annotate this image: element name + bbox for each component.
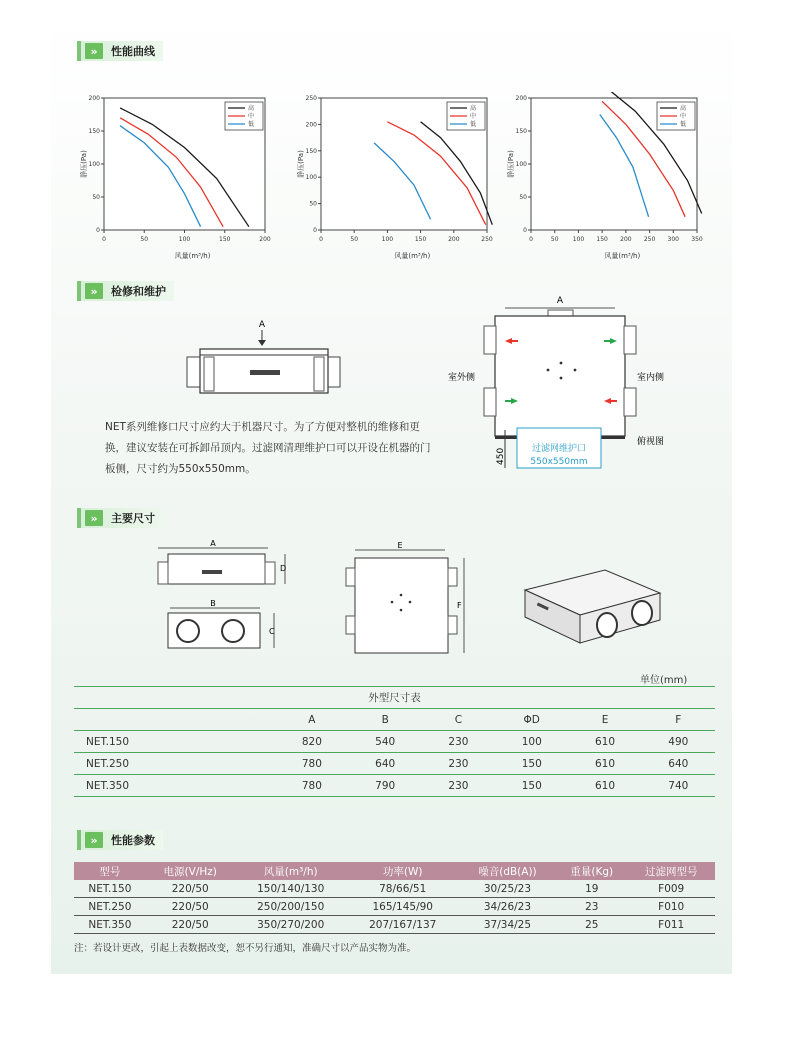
y-tick-label: 200 bbox=[515, 95, 527, 102]
x-tick-label: 100 bbox=[572, 236, 585, 243]
y-tick-label: 100 bbox=[305, 174, 317, 182]
table-cell: 230 bbox=[422, 775, 495, 797]
y-tick-label: 250 bbox=[305, 95, 317, 102]
table-cell: 34/26/23 bbox=[459, 898, 556, 916]
section-title: 性能曲线 bbox=[111, 45, 155, 58]
table-header-cell: 风量(m³/h) bbox=[235, 862, 347, 880]
footnote: 注：若设计更改，引起上表数据改变，恕不另行通知，准确尺寸以产品实物为准。 bbox=[74, 943, 417, 954]
y-tick-label: 50 bbox=[309, 200, 317, 208]
double-chevron-icon: » bbox=[85, 283, 103, 299]
unit-front-view bbox=[180, 315, 350, 400]
table-row bbox=[74, 731, 715, 753]
table-cell: 790 bbox=[349, 775, 422, 797]
table-header-cell: A bbox=[275, 709, 348, 731]
filter-port-label: 过滤网维护口 bbox=[531, 444, 587, 454]
y-tick-label: 0 bbox=[313, 227, 317, 234]
table-header-cell: 功率(W) bbox=[347, 862, 459, 880]
dim-450-label: 450 bbox=[496, 447, 506, 465]
y-tick-label: 150 bbox=[305, 147, 317, 155]
section-title: 检修和维护 bbox=[111, 285, 166, 298]
table-cell: 250/200/150 bbox=[235, 898, 347, 916]
x-axis-label: 风量(m³/h) bbox=[174, 252, 211, 260]
y-tick-label: 50 bbox=[92, 194, 100, 201]
x-tick-label: 250 bbox=[643, 236, 656, 243]
section-title: 性能参数 bbox=[111, 834, 155, 847]
y-tick-label: 200 bbox=[305, 121, 317, 129]
table-cell: 150/140/130 bbox=[235, 880, 347, 898]
dim-a-label: A bbox=[210, 539, 216, 548]
table-cell: 30/25/23 bbox=[459, 880, 556, 898]
table-cell: 37/34/25 bbox=[459, 916, 556, 934]
y-tick-label: 0 bbox=[523, 227, 527, 234]
table-cell: NET.150 bbox=[74, 731, 275, 753]
table-cell: 230 bbox=[422, 753, 495, 775]
double-chevron-icon: » bbox=[85, 832, 103, 848]
legend-label: 低 bbox=[680, 121, 687, 128]
label-a: A bbox=[556, 296, 564, 306]
x-tick-label: 150 bbox=[219, 236, 231, 243]
table-header-cell: 过滤网型号 bbox=[627, 862, 715, 880]
table-cell: 640 bbox=[349, 753, 422, 775]
table-cell: 610 bbox=[568, 775, 641, 797]
performance-table bbox=[74, 862, 715, 934]
table-cell: 540 bbox=[349, 731, 422, 753]
x-axis-label: 风量(m³/h) bbox=[604, 252, 641, 260]
filter-size-label: 550x550mm bbox=[530, 457, 588, 467]
table-cell: 780 bbox=[275, 753, 348, 775]
table-cell: 230 bbox=[422, 731, 495, 753]
table-cell: 25 bbox=[556, 916, 627, 934]
section-tag-params bbox=[77, 830, 163, 850]
table-cell: 820 bbox=[275, 731, 348, 753]
y-tick-label: 200 bbox=[88, 95, 100, 102]
double-chevron-icon: » bbox=[85, 43, 103, 59]
table-header-cell: 噪音(dB(A)) bbox=[459, 862, 556, 880]
label-a: A bbox=[258, 320, 266, 330]
x-tick-label: 0 bbox=[102, 236, 106, 243]
performance-chart-net250 bbox=[295, 92, 495, 262]
table-cell: 220/50 bbox=[146, 898, 235, 916]
performance-chart-net350 bbox=[505, 92, 705, 262]
table-cell: 640 bbox=[642, 753, 715, 775]
dimension-front-view bbox=[150, 538, 295, 658]
dim-b-label: B bbox=[210, 599, 216, 608]
table-cell: F009 bbox=[627, 880, 715, 898]
table-cell: 165/145/90 bbox=[347, 898, 459, 916]
table-cell: 610 bbox=[568, 731, 641, 753]
dimension-top-view bbox=[340, 540, 470, 665]
table-row bbox=[74, 753, 715, 775]
table-row bbox=[74, 916, 715, 934]
table-cell: 207/167/137 bbox=[347, 916, 459, 934]
y-tick-label: 100 bbox=[88, 161, 100, 168]
x-tick-label: 0 bbox=[319, 236, 323, 243]
x-tick-label: 100 bbox=[178, 236, 191, 243]
double-chevron-icon: » bbox=[85, 510, 103, 526]
legend-label: 中 bbox=[470, 113, 477, 120]
x-tick-label: 0 bbox=[529, 236, 533, 243]
y-tick-label: 150 bbox=[515, 128, 527, 135]
y-tick-label: 50 bbox=[519, 194, 527, 201]
table-header-cell bbox=[74, 709, 275, 731]
table-cell: 19 bbox=[556, 880, 627, 898]
indoor-label: 室内侧 bbox=[637, 373, 665, 383]
section-title: 主要尺寸 bbox=[111, 512, 155, 525]
y-axis-label: 静压(Pa) bbox=[80, 150, 88, 178]
top-view-label: 俯视图 bbox=[637, 437, 665, 447]
table-cell: 100 bbox=[495, 731, 568, 753]
table-header-cell: 型号 bbox=[74, 862, 146, 880]
x-tick-label: 150 bbox=[414, 236, 427, 243]
table-cell: 150 bbox=[495, 753, 568, 775]
table-cell: NET.350 bbox=[74, 916, 146, 934]
table-cell: 220/50 bbox=[146, 880, 235, 898]
x-tick-label: 150 bbox=[596, 236, 608, 243]
x-tick-label: 100 bbox=[381, 236, 394, 243]
section-tag-curves bbox=[77, 41, 163, 61]
table-cell: 490 bbox=[642, 731, 715, 753]
x-tick-label: 250 bbox=[481, 236, 493, 243]
table-row bbox=[74, 880, 715, 898]
table-cell: 350/270/200 bbox=[235, 916, 347, 934]
x-tick-label: 50 bbox=[550, 236, 559, 243]
section-tag-dimensions bbox=[77, 508, 163, 528]
table-row bbox=[74, 898, 715, 916]
table-header-cell: ΦD bbox=[495, 709, 568, 731]
table-header-cell: E bbox=[568, 709, 641, 731]
table-cell: NET.150 bbox=[74, 880, 146, 898]
table-cell: 610 bbox=[568, 753, 641, 775]
x-tick-label: 200 bbox=[620, 236, 632, 243]
section-tag-maintenance bbox=[77, 281, 174, 301]
table-header-cell: B bbox=[349, 709, 422, 731]
dim-c-label: C bbox=[269, 627, 275, 636]
table-cell: 740 bbox=[642, 775, 715, 797]
table-cell: F011 bbox=[627, 916, 715, 934]
table-cell: 23 bbox=[556, 898, 627, 916]
maintenance-paragraph: NET系列维修口尺寸应约大于机器尺寸。为了方便对整机的维修和更换，建议安装在可拆卸吊顶内。过滤网清理维护口可以开设在机器的门板侧，尺寸约为550x550mm。 bbox=[105, 421, 431, 475]
table-cell: 78/66/51 bbox=[347, 880, 459, 898]
outdoor-label: 室外侧 bbox=[448, 373, 476, 383]
dim-f-label: F bbox=[457, 601, 462, 610]
table-row bbox=[74, 775, 715, 797]
unit-label: 单位(mm) bbox=[640, 675, 688, 686]
table-header-cell: F bbox=[642, 709, 715, 731]
legend-label: 低 bbox=[248, 121, 255, 128]
legend-label: 高 bbox=[680, 105, 687, 112]
x-tick-label: 50 bbox=[350, 236, 359, 243]
y-axis-label: 静压(Pa) bbox=[507, 150, 515, 178]
x-tick-label: 350 bbox=[691, 236, 703, 243]
performance-chart-net150 bbox=[78, 92, 273, 262]
dim-e-label: E bbox=[397, 541, 403, 550]
y-tick-label: 100 bbox=[515, 161, 527, 168]
x-tick-label: 200 bbox=[448, 236, 460, 243]
dimension-table bbox=[74, 686, 715, 797]
table-cell: 780 bbox=[275, 775, 348, 797]
dim-d-label: D bbox=[280, 564, 287, 573]
legend-label: 高 bbox=[248, 105, 255, 112]
table-cell: 150 bbox=[495, 775, 568, 797]
x-tick-label: 300 bbox=[667, 236, 680, 243]
unit-top-view bbox=[440, 290, 710, 480]
legend-label: 中 bbox=[248, 113, 255, 120]
table-cell: F010 bbox=[627, 898, 715, 916]
x-tick-label: 50 bbox=[140, 236, 149, 243]
unit-isometric-view bbox=[515, 565, 665, 650]
legend-label: 低 bbox=[470, 121, 477, 128]
table-cell: NET.250 bbox=[74, 753, 275, 775]
y-tick-label: 150 bbox=[88, 128, 100, 135]
y-tick-label: 0 bbox=[96, 227, 100, 234]
legend-label: 中 bbox=[680, 113, 687, 120]
x-axis-label: 风量(m³/h) bbox=[394, 252, 431, 260]
dimension-table-title: 外型尺寸表 bbox=[74, 687, 715, 709]
legend-label: 高 bbox=[470, 105, 477, 112]
table-cell: NET.250 bbox=[74, 898, 146, 916]
table-cell: 220/50 bbox=[146, 916, 235, 934]
table-cell: NET.350 bbox=[74, 775, 275, 797]
y-axis-label: 静压(Pa) bbox=[297, 150, 305, 178]
table-header-cell: 重量(Kg) bbox=[556, 862, 627, 880]
x-tick-label: 200 bbox=[259, 236, 271, 243]
table-header-cell: 电源(V/Hz) bbox=[146, 862, 235, 880]
table-header-cell: C bbox=[422, 709, 495, 731]
